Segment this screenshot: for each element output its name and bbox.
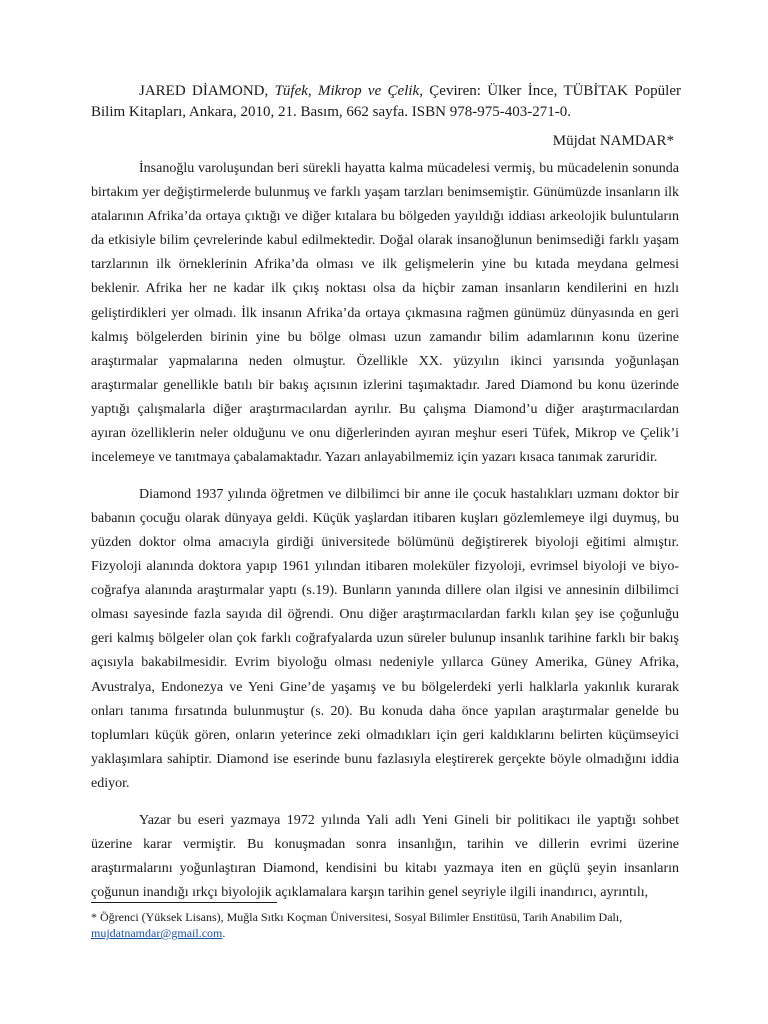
paragraph-2: Diamond 1937 yılında öğretmen ve dilbilimci bir anne ile çocuk hastalıkları uzmanı doktor bir babanın çocuğu olarak dünyaya geldi. Küçük yaşlardan itibaren kuşları gözlemlemeye ilgi duymuş, bu yüzden doktor olma amacıyla girdiği üniversitede bölümünü değiştirerek biyoloji eğitimi almıştır. Fizyoloji alanında doktora yapıp 1961 yılından itibaren moleküler fizyoloji, evrimsel biyoloji ve biyo-coğrafya alanında araştırmalar yaptı (s.19). Bunların yanında dillere olan ilgisi ve annesinin dilbilimci olması sayesinde fazla sayıda dil öğrendi. Onu diğer araştırmacılardan farklı kılan şey ise çoğunluğu geri kalmış bölgeler olan çok farklı coğrafyalarda uzun süreler bulunup insanlık tarihine farklı bir bakış açısıyla bakabilmesidir. Evrim biyoloğu olması nedeniyle yıllarca Güney Amerika, Güney Afrika, Avustralya, Endonezya ve Yeni Gine’de yaşamış ve bu bölgelerdeki yerli halklarla yakınlık kurarak onları tanıma fırsatında bulunmuştur (s. 20). Bu konuda daha önce yapılan araştırmalar genelde bu toplumları küçük gören, onların yeterince zeki olmadıkları için geri kaldıklarını belirten küçümseyici yaklaşımlara sahiptir. Diamond ise eserinde bunu fazlasıyla eleştirerek gerçekte böyle olmadığını iddia ediyor. xyxy=(91,486,679,791)
footnote xyxy=(91,909,681,941)
citation-book-title: Tüfek, Mikrop ve Çelik, xyxy=(274,83,423,99)
footnote-text: * Öğrenci (Yüksek Lisans), Muğla Sıtkı Koçman Üniversitesi, Sosyal Bilimler Enstitüsü, Tarih Anabilim Dalı, xyxy=(91,910,623,924)
book-citation xyxy=(91,81,681,123)
reviewer-name: Müjdat NAMDAR* xyxy=(552,133,674,149)
footnote-trail: . xyxy=(222,926,226,940)
review-body xyxy=(91,157,679,918)
citation-details: Çeviren: Ülker İnce, TÜBİTAK Popüler Bilim Kitapları, Ankara, 2010, 21. Basım, 662 sayfa. ISBN 978-975-403-271-0. xyxy=(91,83,681,120)
citation-author: JARED DİAMOND, xyxy=(139,83,269,99)
footnote-divider xyxy=(91,902,277,903)
footnote-email-link[interactable]: mujdatnamdar@gmail.com xyxy=(91,926,223,940)
paragraph-1: İnsanoğlu varoluşundan beri sürekli hayatta kalma mücadelesi vermiş, bu mücadelenin sonunda birtakım yer değiştirmelerde bulunmuş ve farklı yaşam tarzları benimsemiştir. Günümüzde insanların ilk atalarının Afrika’da ortaya çıktığı ve diğer kıtalara bu bölgeden yayıldığı iddiası arkeolojik buluntuların da etkisiyle bilim çevrelerinde kabul edilmektedir. Doğal olarak insanoğlunun benimsediği farklı yaşam tarzlarının ilk örneklerinin Afrika’da olması ve ilk gelişmelerin yine bu kıtada meydana gelmesi beklenir. Afrika her ne kadar ilk çıkış noktası olsa da hiçbir zaman insanların kendilerini en hızlı geliştirdikleri yer olmadı. İlk insanın Afrika’da ortaya çıkmasına rağmen günümüz dünyasında en geri kalmış bölgelerden birinin yine bu bölge olması uzun zamandır bilim adamlarının konu üzerine araştırmalar yapmalarına neden olmuştur. Özellikle XX. yüzyılın ikinci yarısında yoğunlaşan araştırmalar genellikle batılı bir bakış açısının izlerini taşımaktadır. Jared Diamond bu konu üzerinde yaptığı çalışmalarla diğer araştırmacılardan ayrılır. Bu çalışma Diamond’u diğer araştırmacılardan ayıran özelliklerin neler olduğunu ve onu diğerlerinden ayıran meşhur eseri Tüfek, Mikrop ve Çelik’i incelemeye ve tanıtmaya çabalamaktadır. Yazarı anlayabilmemiz için yazarı kısaca tanımak zaruridir. xyxy=(91,161,679,466)
paragraph-3: Yazar bu eseri yazmaya 1972 yılında Yali adlı Yeni Gineli bir politikacı ile yaptığı sohbet üzerine karar vermiştir. Bu konuşmadan sonra insanlığın, tarihin ve dillerin evrimi üzerine araştırmalarını yoğunlaştıran Diamond, kendisini bu kitabı yazmaya iten en güçlü şeyin insanların çoğunun inandığı ırkçı biyolojik açıklamalara karşın tarihin genel seyriyle ilgili inandırıcı, ayrıntılı, xyxy=(91,812,679,900)
